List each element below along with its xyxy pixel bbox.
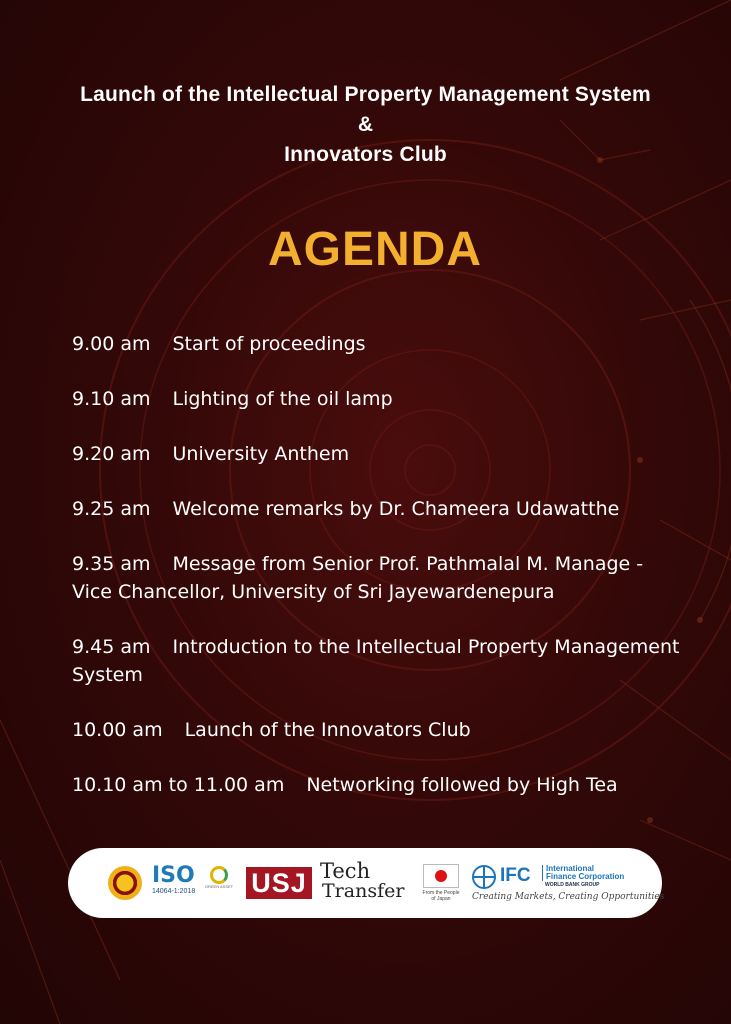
agenda-time: 9.00 am	[72, 333, 151, 355]
agenda-time: 9.20 am	[72, 443, 151, 465]
ifc-tagline: Creating Markets, Creating Opportunities	[472, 892, 665, 902]
tech-transfer-line-1: Tech	[320, 859, 371, 883]
iso-certification-logo	[152, 865, 208, 901]
agenda-item	[72, 771, 682, 799]
tech-transfer-logo	[318, 861, 412, 903]
sponsor-logo-bar	[68, 848, 665, 918]
agenda-time: 10.10 am to 11.00 am	[72, 774, 285, 796]
agenda-text: Introduction to the Intellectual Property Management System	[72, 636, 680, 686]
green-asset-logo	[204, 866, 234, 898]
ifc-mark: IFC	[500, 865, 531, 886]
agenda-text: Networking followed by High Tea	[306, 774, 618, 796]
agenda-text: Message from Senior Prof. Pathmalal M. Manage - Vice Chancellor, University of Sri Jayewardenepura	[72, 553, 644, 603]
green-asset-label: GREEN ASSET	[204, 884, 234, 889]
agenda-text: Welcome remarks by Dr. Chameera Udawatthe	[172, 498, 620, 520]
agenda-text: University Anthem	[172, 443, 350, 465]
ifc-name-line-1: International	[546, 864, 595, 873]
agenda-time: 9.45 am	[72, 636, 151, 658]
agenda-time: 9.35 am	[72, 553, 151, 575]
agenda-text: Lighting of the oil lamp	[172, 388, 393, 410]
agenda-item	[72, 385, 682, 413]
agenda-text: Start of proceedings	[172, 333, 366, 355]
event-title-ampersand: &	[357, 113, 374, 136]
agenda-list	[72, 330, 682, 826]
agenda-text: Launch of the Innovators Club	[184, 719, 471, 741]
iso-mark: ISO	[152, 863, 195, 888]
green-asset-ring-icon	[210, 866, 228, 884]
agenda-item	[72, 330, 682, 358]
agenda-heading: AGENDA	[267, 223, 482, 276]
agenda-item	[72, 440, 682, 468]
ifc-group: WORLD BANK GROUP	[545, 882, 600, 888]
university-seal-logo	[108, 866, 142, 900]
japan-flag-icon	[423, 864, 459, 888]
agenda-time: 9.10 am	[72, 388, 151, 410]
ifc-name	[542, 865, 624, 881]
event-header	[0, 80, 731, 170]
agenda-item	[72, 495, 682, 523]
japan-aid-logo	[420, 864, 462, 904]
agenda-item	[72, 633, 682, 689]
iso-number: 14064-1:2018	[152, 888, 196, 895]
usj-logo: USJ	[246, 867, 312, 899]
globe-icon	[472, 865, 496, 889]
agenda-item	[72, 716, 682, 744]
agenda-time: 9.25 am	[72, 498, 151, 520]
event-title-line-1: Launch of the Intellectual Property Management System	[80, 83, 651, 106]
agenda-item	[72, 550, 682, 606]
agenda-time: 10.00 am	[72, 719, 163, 741]
ifc-name-line-2: Finance Corporation	[546, 872, 625, 881]
japan-caption: From the People of Japan	[422, 890, 460, 902]
tech-transfer-line-2: Transfer	[322, 880, 405, 902]
event-title-line-2: Innovators Club	[284, 143, 447, 166]
ifc-logo	[472, 862, 665, 906]
